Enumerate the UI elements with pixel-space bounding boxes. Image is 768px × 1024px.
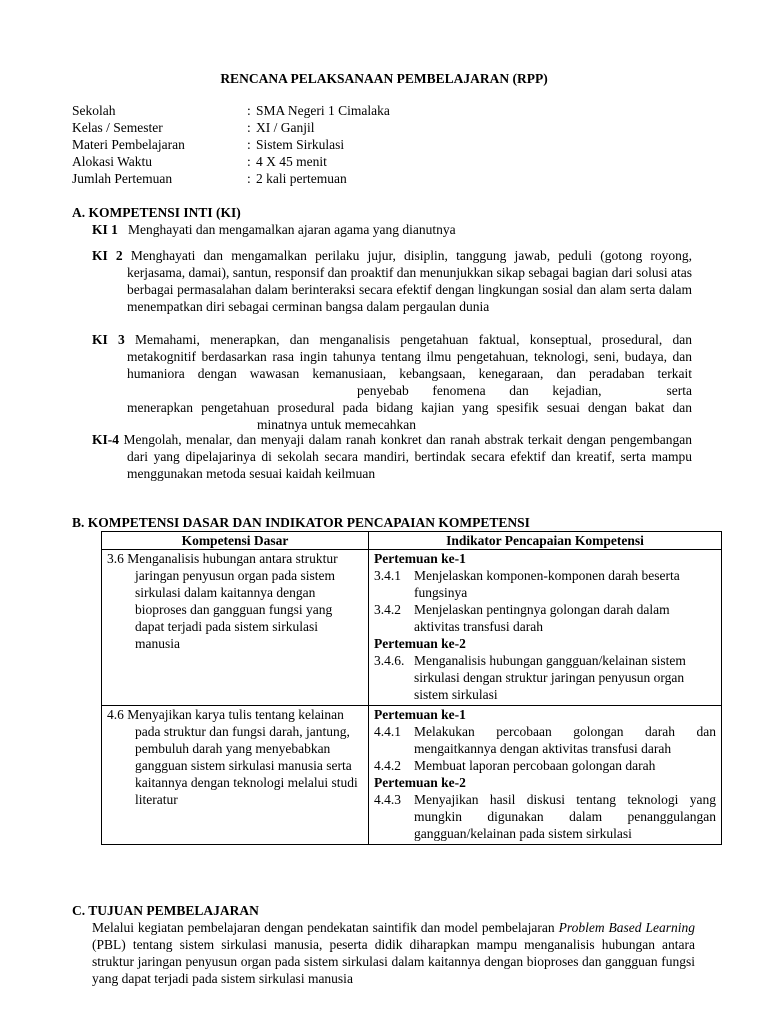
table-row [102,706,722,845]
objective-text-after: (PBL) tentang sistem sirkulasi manusia, peserta didik diharapkan mampu menganalisis hubungan antara struktur jaringan penyusun organ pada sistem sirkulasi dalam kaitannya dengan bioproses dan gangguan fungsi yang dapat terjadi pada sistem sirkulasi manusia [92,937,695,986]
section-b-heading: B. KOMPETENSI DASAR DAN INDIKATOR PENCAPAIAN KOMPETENSI [72,515,530,530]
indicator-number: 4.4.2 [374,758,401,773]
ki-4 [92,431,692,482]
meta-value: XI / Ganjil [256,120,315,135]
ki-label: KI 2 [92,248,123,263]
ki-text-a: Memahami, menerapkan, dan menganalisis pengetahuan faktual, konseptual, prosedural, dan metakognitif berdasarkan rasa ingin tahunya tentang ilmu pengetahuan, teknologi, seni, budaya, dan humaniora dengan wawasan kemanusiaan, kebangsaan, kenegaraan, dan peradaban terkait [127,332,693,381]
meta-separator: : [247,154,251,169]
meta-label: Materi Pembelajaran [72,137,185,152]
indicator-text: Menyajikan hasil diskusi tentang teknologi yang mungkin digunakan dalam penanggulangan gangguan/kelainan pada sistem sirkulasi [414,792,716,841]
meta-separator: : [247,171,251,186]
meta-value: 2 kali pertemuan [256,171,347,186]
ki-text: Menghayati dan mengamalkan perilaku jujur, disiplin, tanggung jawab, peduli (gotong royong, kerjasama, damai), santun, responsif dan proaktif dan menunjukkan sikap sebagai bagian dari solusi atas berbagai permasalahan dalam berinteraksi secara efektif dengan lingkungan sosial dan alam serta dalam menempatkan diri sebagai cerminan bangsa dalam pergaulan dunia [127,248,692,314]
indicator-cell [369,706,722,845]
ki-2 [92,247,692,315]
kd-cell [102,706,369,845]
kd-text: 3.6 Menganalisis hubungan antara struktur jaringan penyusun organ pada sistem sirkulasi dalam kaitannya dengan bioproses dan gangguan fungsi yang dapat terjadi pada sistem sirkulasi manusia [107,551,338,651]
meeting-label: Pertemuan ke-2 [374,775,466,790]
ki-text-d: minatnya untuk memecahkan [257,417,416,432]
meta-separator: : [247,120,251,135]
indicator-number: 4.4.3 [374,792,401,807]
column-header: Indikator Pencapaian Kompetensi [369,532,722,550]
meta-separator: : [247,137,251,152]
indicator-number: 3.4.6. [374,653,405,668]
indicator-item [374,723,716,757]
indicator-item [374,652,716,703]
ki-text-b: penyebab fenomena dan kejadian, [357,383,602,398]
table-row [102,550,722,706]
ki-label: KI 3 [92,332,125,347]
kd-text: 4.6 Menyajikan karya tulis tentang kelainan pada struktur dan fungsi darah, jantung, pembuluh darah yang menyebabkan gangguan sistem sirkulasi manusia serta kaitannya dengan teknologi melalui studi literatur [107,707,358,807]
competency-table [101,531,722,845]
table-header-row [102,532,722,550]
section-c-heading: C. TUJUAN PEMBELAJARAN [72,903,259,918]
indicator-text: Menganalisis hubungan gangguan/kelainan sistem sirkulasi dengan struktur jaringan penyusun organ sistem sirkulasi [414,653,686,702]
meta-value: Sistem Sirkulasi [256,137,345,152]
meeting-label: Pertemuan ke-1 [374,707,466,722]
indicator-cell [369,550,722,706]
indicator-number: 4.4.1 [374,724,401,739]
indicator-item [374,601,716,635]
meta-label: Kelas / Semester [72,120,163,135]
ki-text: Mengolah, menalar, dan menyaji dalam ranah konkret dan ranah abstrak terkait dengan pengembangan dari yang dipelajarinya di sekolah secara mandiri, bertindak secara efektif dan kreatif, serta mampu menggunakan metoda sesuai kaidah keilmuan [123,432,693,481]
ki-text: Menghayati dan mengamalkan ajaran agama yang dianutnya [128,222,456,237]
indicator-number: 3.4.1 [374,568,401,583]
indicator-text: Menjelaskan komponen-komponen darah beserta fungsinya [414,568,680,600]
meeting-label: Pertemuan ke-2 [374,636,466,651]
ki-1 [92,221,692,238]
meta-separator: : [247,103,251,118]
meta-label: Sekolah [72,103,116,118]
ki-label: KI-4 [92,432,119,447]
indicator-text: Menjelaskan pentingnya golongan darah dalam aktivitas transfusi darah [414,602,670,634]
objective-text-italic: Problem Based Learning [558,920,695,935]
indicator-item [374,757,716,774]
column-header: Kompetensi Dasar [102,532,369,550]
indicator-item [374,791,716,842]
meta-value: 4 X 45 menit [256,154,327,169]
objective-text-before: Melalui kegiatan pembelajaran dengan pendekatan saintifik dan model pembelajaran [92,920,559,935]
meta-label: Alokasi Waktu [72,154,153,169]
meta-label: Jumlah Pertemuan [72,171,173,186]
learning-objective [92,919,695,987]
indicator-text: Melakukan percobaan golongan darah dan mengaitkannya dengan aktivitas transfusi darah [414,724,716,756]
kd-cell [102,550,369,706]
meeting-label: Pertemuan ke-1 [374,551,466,566]
meta-value: SMA Negeri 1 Cimalaka [256,103,390,118]
section-a-heading: A. KOMPETENSI INTI (KI) [72,205,241,220]
indicator-number: 3.4.2 [374,602,401,617]
ki-label: KI 1 [92,222,118,237]
ki-3 [92,331,692,433]
indicator-item [374,567,716,601]
document-title: RENCANA PELAKSANAAN PEMBELAJARAN (RPP) [220,71,548,86]
indicator-text: Membuat laporan percobaan golongan darah [414,758,656,773]
ki-text-c: serta menerapkan pengetahuan prosedural pada bidang kajian yang spesifik sesuai dengan bakat dan [127,383,692,415]
